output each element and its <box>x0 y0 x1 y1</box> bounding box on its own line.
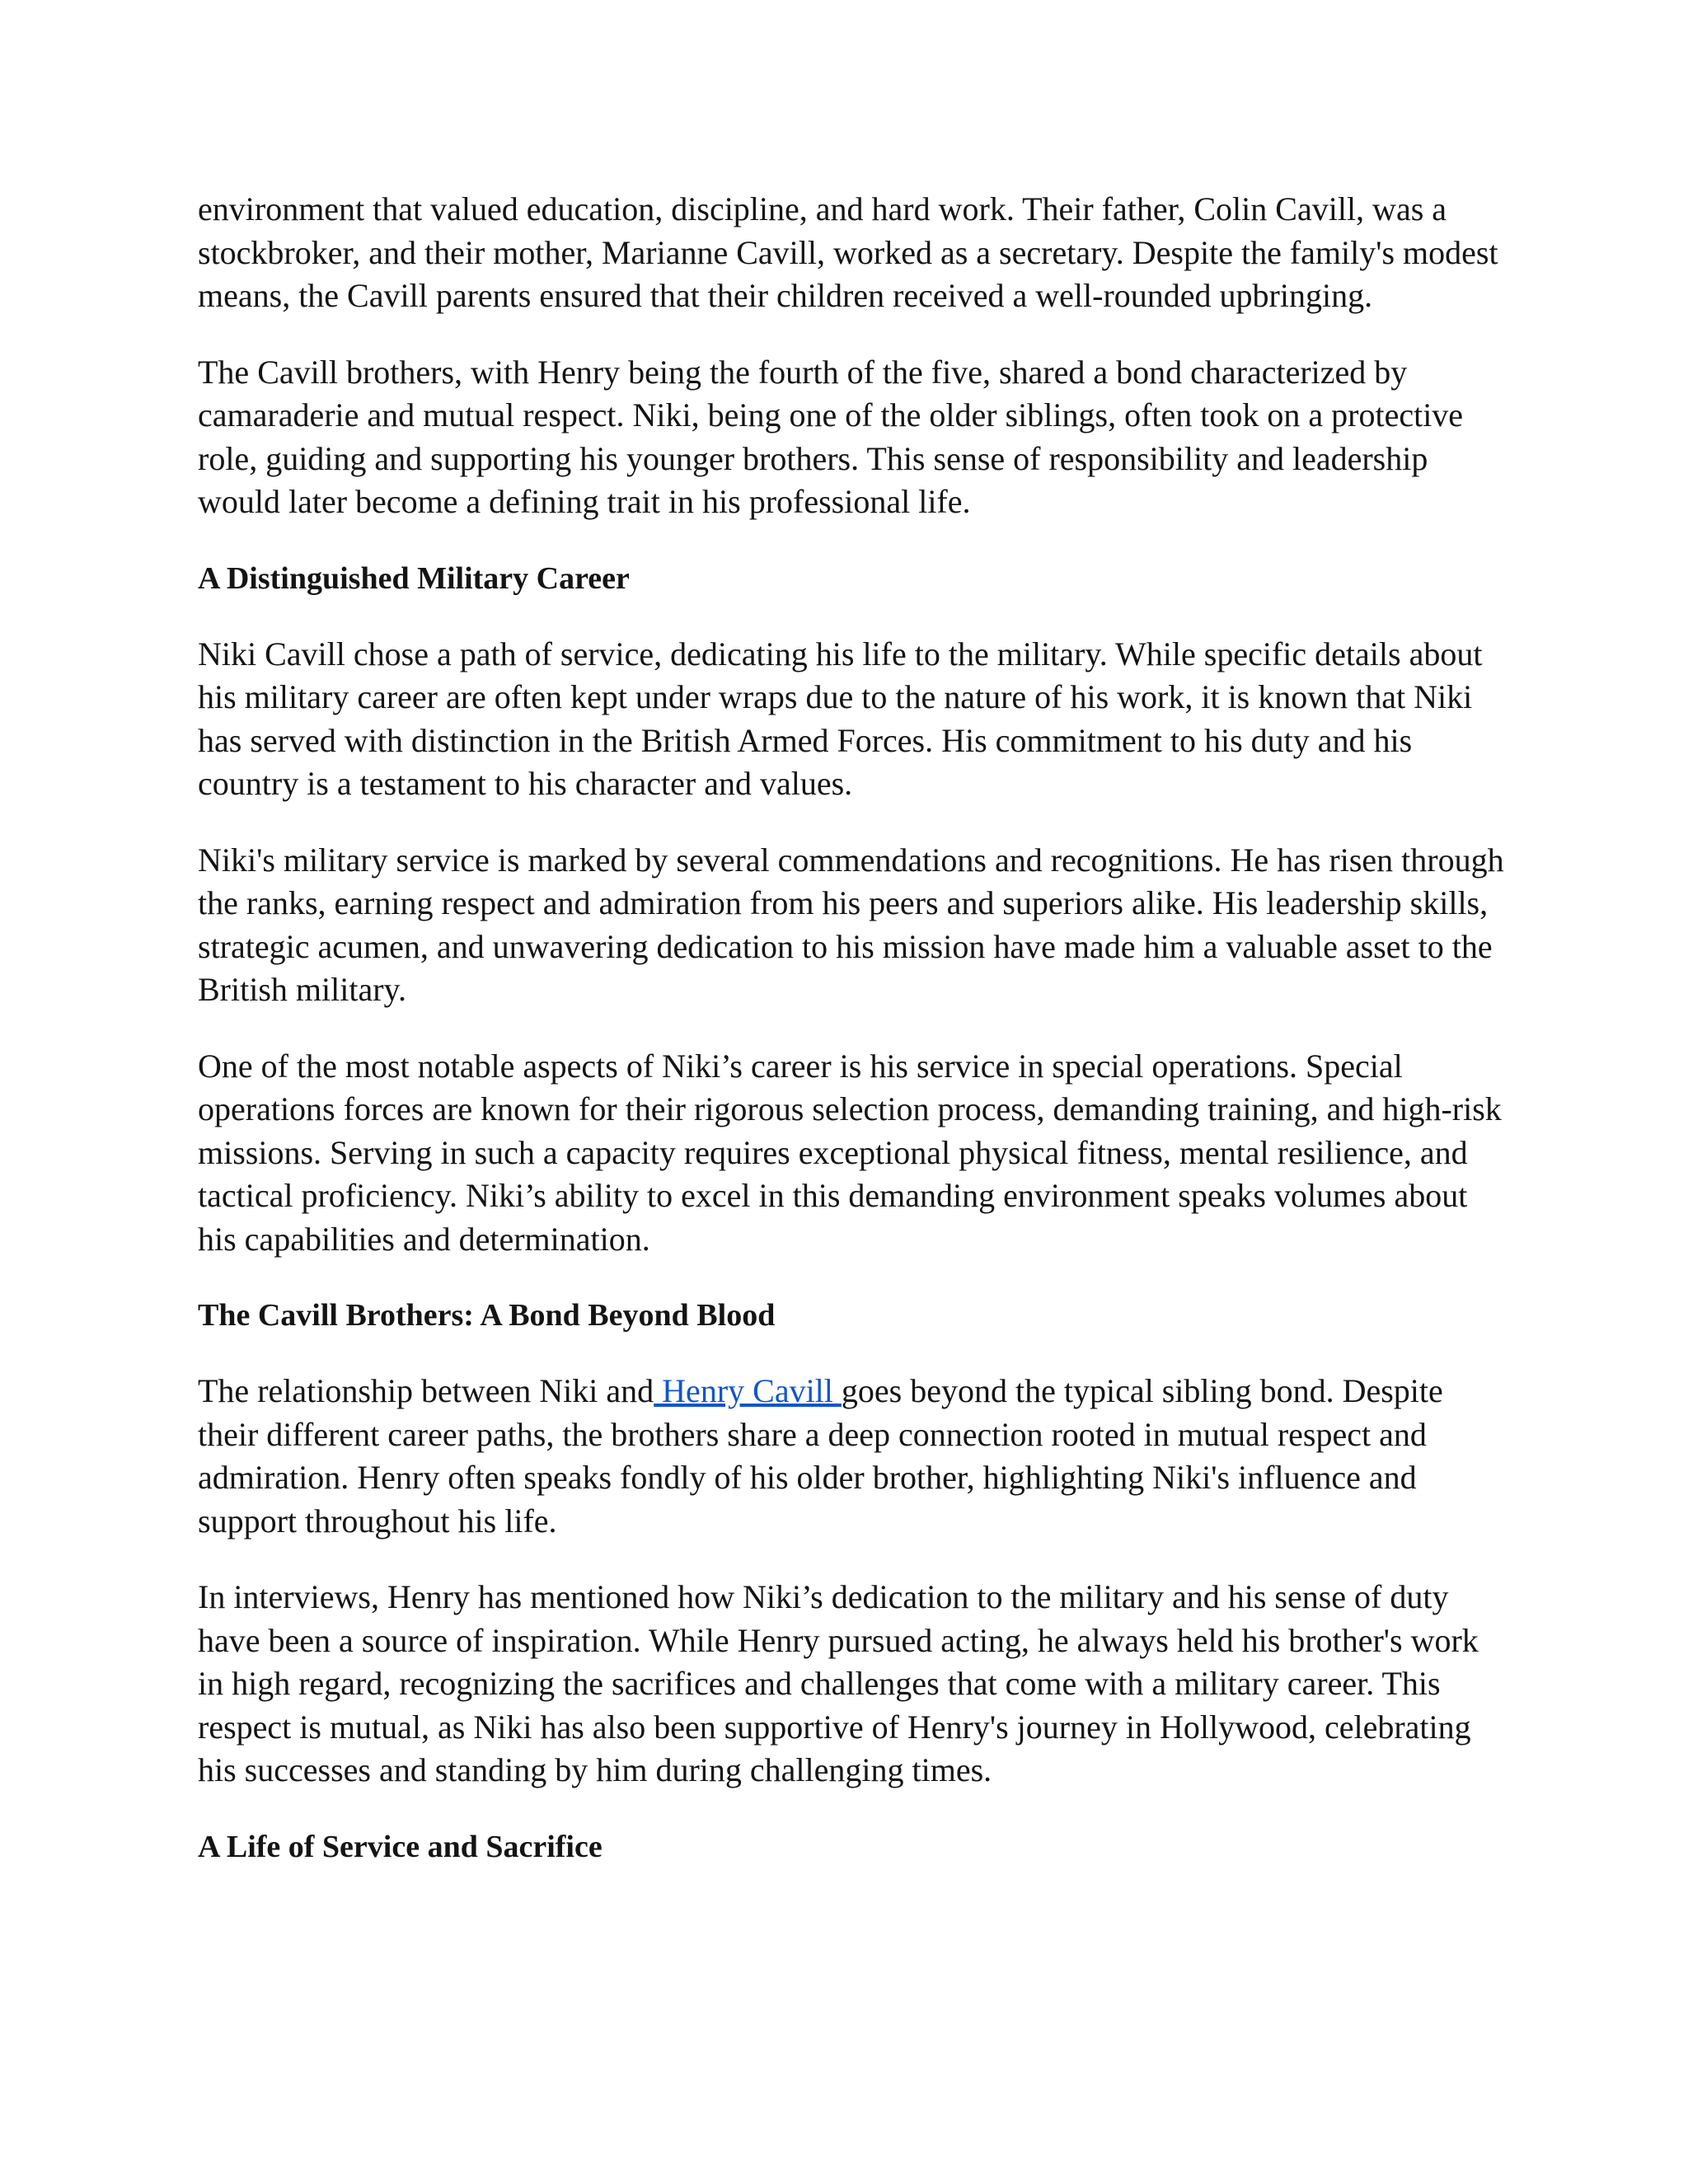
paragraph-special-operations: One of the most notable aspects of Niki’s career is his service in special operations. Special operations forces are known for their rigorous selection process, demanding training, and high-risk missions. Serving in such a capacity requires exceptional physical fitness, mental resilience, and tactical proficiency. Niki’s ability to excel in this demanding environment speaks volumes about his capabilities and determination. <box>198 1047 1502 1258</box>
paragraph-path-of-service: Niki Cavill chose a path of service, dedicating his life to the military. While specific details about his military career are often kept under wraps due to the nature of his work, it is known that Niki has served with distinction in the British Armed Forces. His commitment to his duty and his country is a testament to his character and values. <box>198 635 1483 802</box>
heading-cavill-brothers: The Cavill Brothers: A Bond Beyond Blood <box>198 1298 776 1333</box>
paragraph-relationship-rest: goes beyond the typical sibling bond. Despite their different career paths, the brothers share a deep connection rooted in mutual respect and admiration. Henry often speaks fondly of his older brother, highlighting Niki's influence and support throughout his life. <box>198 1372 1443 1540</box>
paragraph-cavill-brothers-bond: The Cavill brothers, with Henry being the fourth of the five, shared a bond characterized by camaraderie and mutual respect. Niki, being one of the older siblings, often took on a protective role, guiding and supporting his younger brothers. This sense of responsibility and leadership would later become a defining trait in his professional life. <box>198 353 1464 520</box>
paragraph-family-environment: environment that valued education, discipline, and hard work. Their father, Colin Cavill, was a stockbroker, and their mother, Marianne Cavill, worked as a secretary. Despite the family's modest means, the Cavill parents ensured that their children received a well-rounded upbringing. <box>198 190 1498 314</box>
heading-service-sacrifice: A Life of Service and Sacrifice <box>198 1829 603 1864</box>
heading-military-career: A Distinguished Military Career <box>198 560 630 596</box>
henry-cavill-link[interactable]: Henry Cavill <box>654 1372 842 1409</box>
paragraph-commendations: Niki's military service is marked by several commendations and recognitions. He has risen through the ranks, earning respect and admiration from his peers and superiors alike. His leadership skills, strategic acumen, and unwavering dedication to his mission have made him a valuable asset to the British military. <box>198 841 1504 1008</box>
paragraph-interviews: In interviews, Henry has mentioned how Niki’s dedication to the military and his sense of duty have been a source of inspiration. While Henry pursued acting, he always held his brother's work in high regard, recognizing the sacrifices and challenges that come with a military career. This respect is mutual, as Niki has also been supportive of Henry's journey in Hollywood, celebrating his successes and standing by him during challenging times. <box>198 1578 1479 1788</box>
document-page <box>198 188 1508 1901</box>
paragraph-relationship-intro: The relationship between Niki and <box>198 1372 654 1409</box>
paragraph-relationship <box>198 1370 1508 1543</box>
